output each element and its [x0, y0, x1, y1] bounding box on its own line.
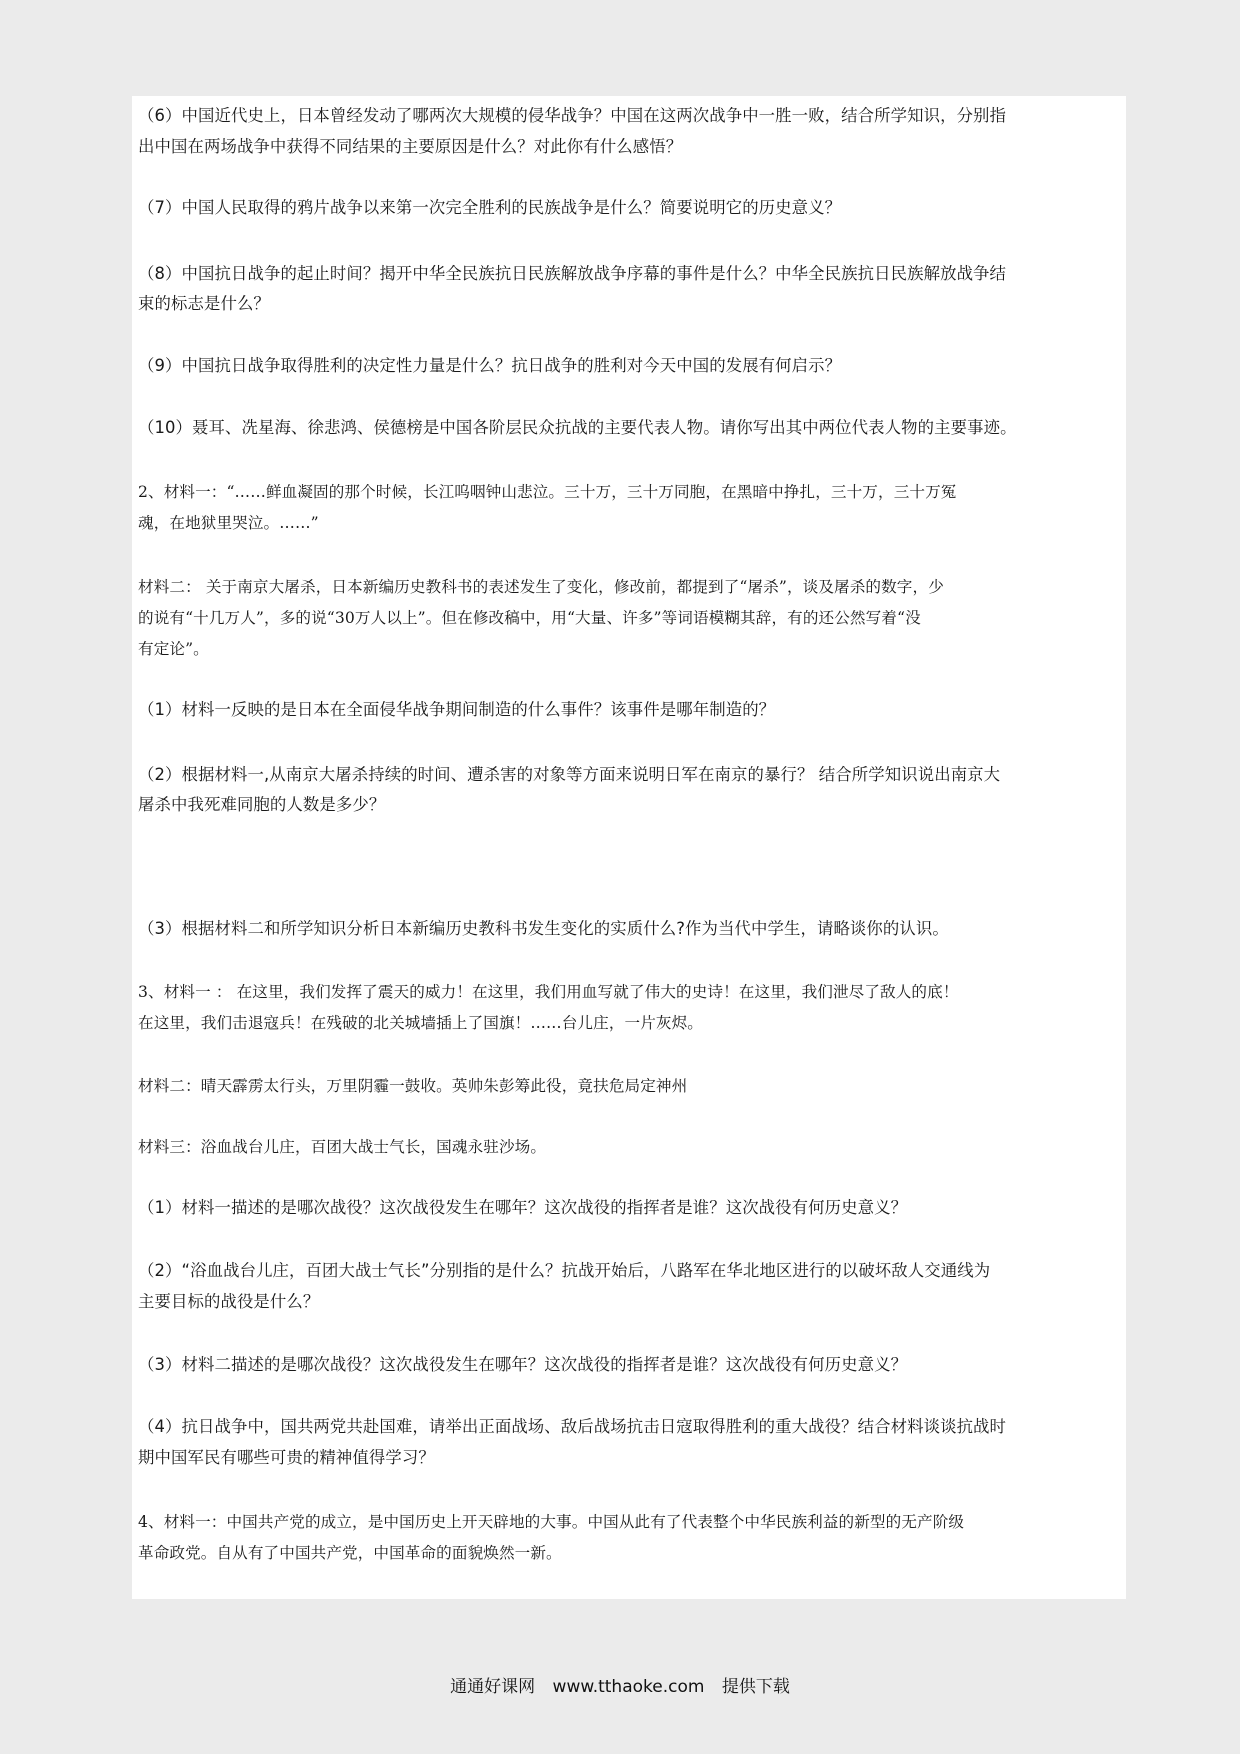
- question-8-line-1: （8）中国抗日战争的起止时间？揭开中华全民族抗日民族解放战争序幕的事件是什么？中华全民族抗日民族解放战争结: [138, 264, 1007, 283]
- question-7-line: （7）中国人民取得的鸦片战争以来第一次完全胜利的民族战争是什么？简要说明它的历史意义？: [138, 198, 842, 217]
- material-3-3-line: 材料三：浴血战台儿庄，百团大战士气长，国魂永驻沙场。: [138, 1138, 547, 1156]
- question-10-line: （10）聂耳、冼星海、徐悲鸿、侯德榜是中国各阶层民众抗战的主要代表人物。请你写出其中两位代表人物的主要事迹。: [138, 418, 1017, 437]
- question-2-3-line: （3）根据材料二和所学知识分析日本新编历史教科书发生变化的实质什么?作为当代中学生，请略谈你的认识。: [138, 919, 949, 938]
- question-6-line-2: 出中国在两场战争中获得不同结果的主要原因是什么？对此你有什么感悟？: [138, 137, 683, 156]
- question-3-1-line: （1）材料一描述的是哪次战役？这次战役发生在哪年？这次战役的指挥者是谁？这次战役有何历史意义？: [138, 1198, 908, 1217]
- material-2-2-line-2: 的说有“十几万人”，多的说“30万人以上”。但在修改稿中，用“大量、许多”等词语模糊其辞，有的还公然写着“没: [138, 609, 921, 627]
- material-3-1-line-1: 3、材料一 ： 在这里，我们发挥了震天的威力！在这里，我们用血写就了伟大的史诗！在这里，我们泄尽了敌人的底！: [138, 983, 959, 1001]
- question-2-2-line-1: （2）根据材料一,从南京大屠杀持续的时间、遭杀害的对象等方面来说明日军在南京的暴行？ 结合所学知识说出南京大: [138, 765, 1001, 784]
- footer-url: www.tthaoke.com: [552, 1677, 705, 1697]
- question-3-2-line-2: 主要目标的战役是什么？: [138, 1292, 320, 1311]
- material-2-1-line-2: 魂，在地狱里哭泣。……”: [138, 514, 319, 532]
- material-3-1-line-2: 在这里，我们击退寇兵！在残破的北关城墙插上了国旗！……台儿庄，一片灰烬。: [138, 1014, 703, 1032]
- footer-site-name: 通通好课网: [450, 1677, 536, 1697]
- question-2-2-line-2: 屠杀中我死难同胞的人数是多少？: [138, 795, 386, 814]
- question-3-2-line-1: （2）“浴血战台儿庄，百团大战士气长”分别指的是什么？抗战开始后，八路军在华北地区进行的以破坏敌人交通线为: [138, 1261, 991, 1280]
- question-9-line: （9）中国抗日战争取得胜利的决定性力量是什么？抗日战争的胜利对今天中国的发展有何启示？: [138, 356, 842, 375]
- material-2-1-line-1: 2、材料一：“……鲜血凝固的那个时候，长江呜咽钟山悲泣。三十万，三十万同胞，在黑暗中挣扎，三十万，三十万冤: [138, 483, 957, 501]
- question-3-3-line: （3）材料二描述的是哪次战役？这次战役发生在哪年？这次战役的指挥者是谁？这次战役有何历史意义？: [138, 1355, 908, 1374]
- material-3-2-line: 材料二：晴天霹雳太行头，万里阴霾一鼓收。英帅朱彭筹此役，竟扶危局定神州: [138, 1077, 688, 1095]
- material-4-1-line-2: 革命政党。自从有了中国共产党，中国革命的面貌焕然一新。: [138, 1544, 562, 1562]
- question-6-line-1: （6）中国近代史上，日本曾经发动了哪两次大规模的侵华战争？中国在这两次战争中一胜一败，结合所学知识，分别指: [138, 106, 1007, 125]
- question-8-line-2: 束的标志是什么？: [138, 294, 270, 313]
- question-3-4-line-2: 期中国军民有哪些可贵的精神值得学习？: [138, 1448, 435, 1467]
- material-4-1-line-1: 4、材料一：中国共产党的成立，是中国历史上开天辟地的大事。中国从此有了代表整个中华民族利益的新型的无产阶级: [138, 1513, 965, 1531]
- material-2-2-line-3: 有定论”。: [138, 640, 209, 658]
- page-footer: [0, 1672, 1240, 1697]
- question-3-4-line-1: （4）抗日战争中，国共两党共赴国难，请举出正面战场、敌后战场抗击日寇取得胜利的重大战役？结合材料谈谈抗战时: [138, 1417, 1007, 1436]
- footer-note: 提供下载: [721, 1677, 790, 1697]
- question-2-1-line: （1）材料一反映的是日本在全面侵华战争期间制造的什么事件？该事件是哪年制造的？: [138, 700, 776, 719]
- material-2-2-line-1: 材料二： 关于南京大屠杀，日本新编历史教科书的表述发生了变化，修改前，都提到了“屠杀”，谈及屠杀的数字，少: [138, 578, 944, 596]
